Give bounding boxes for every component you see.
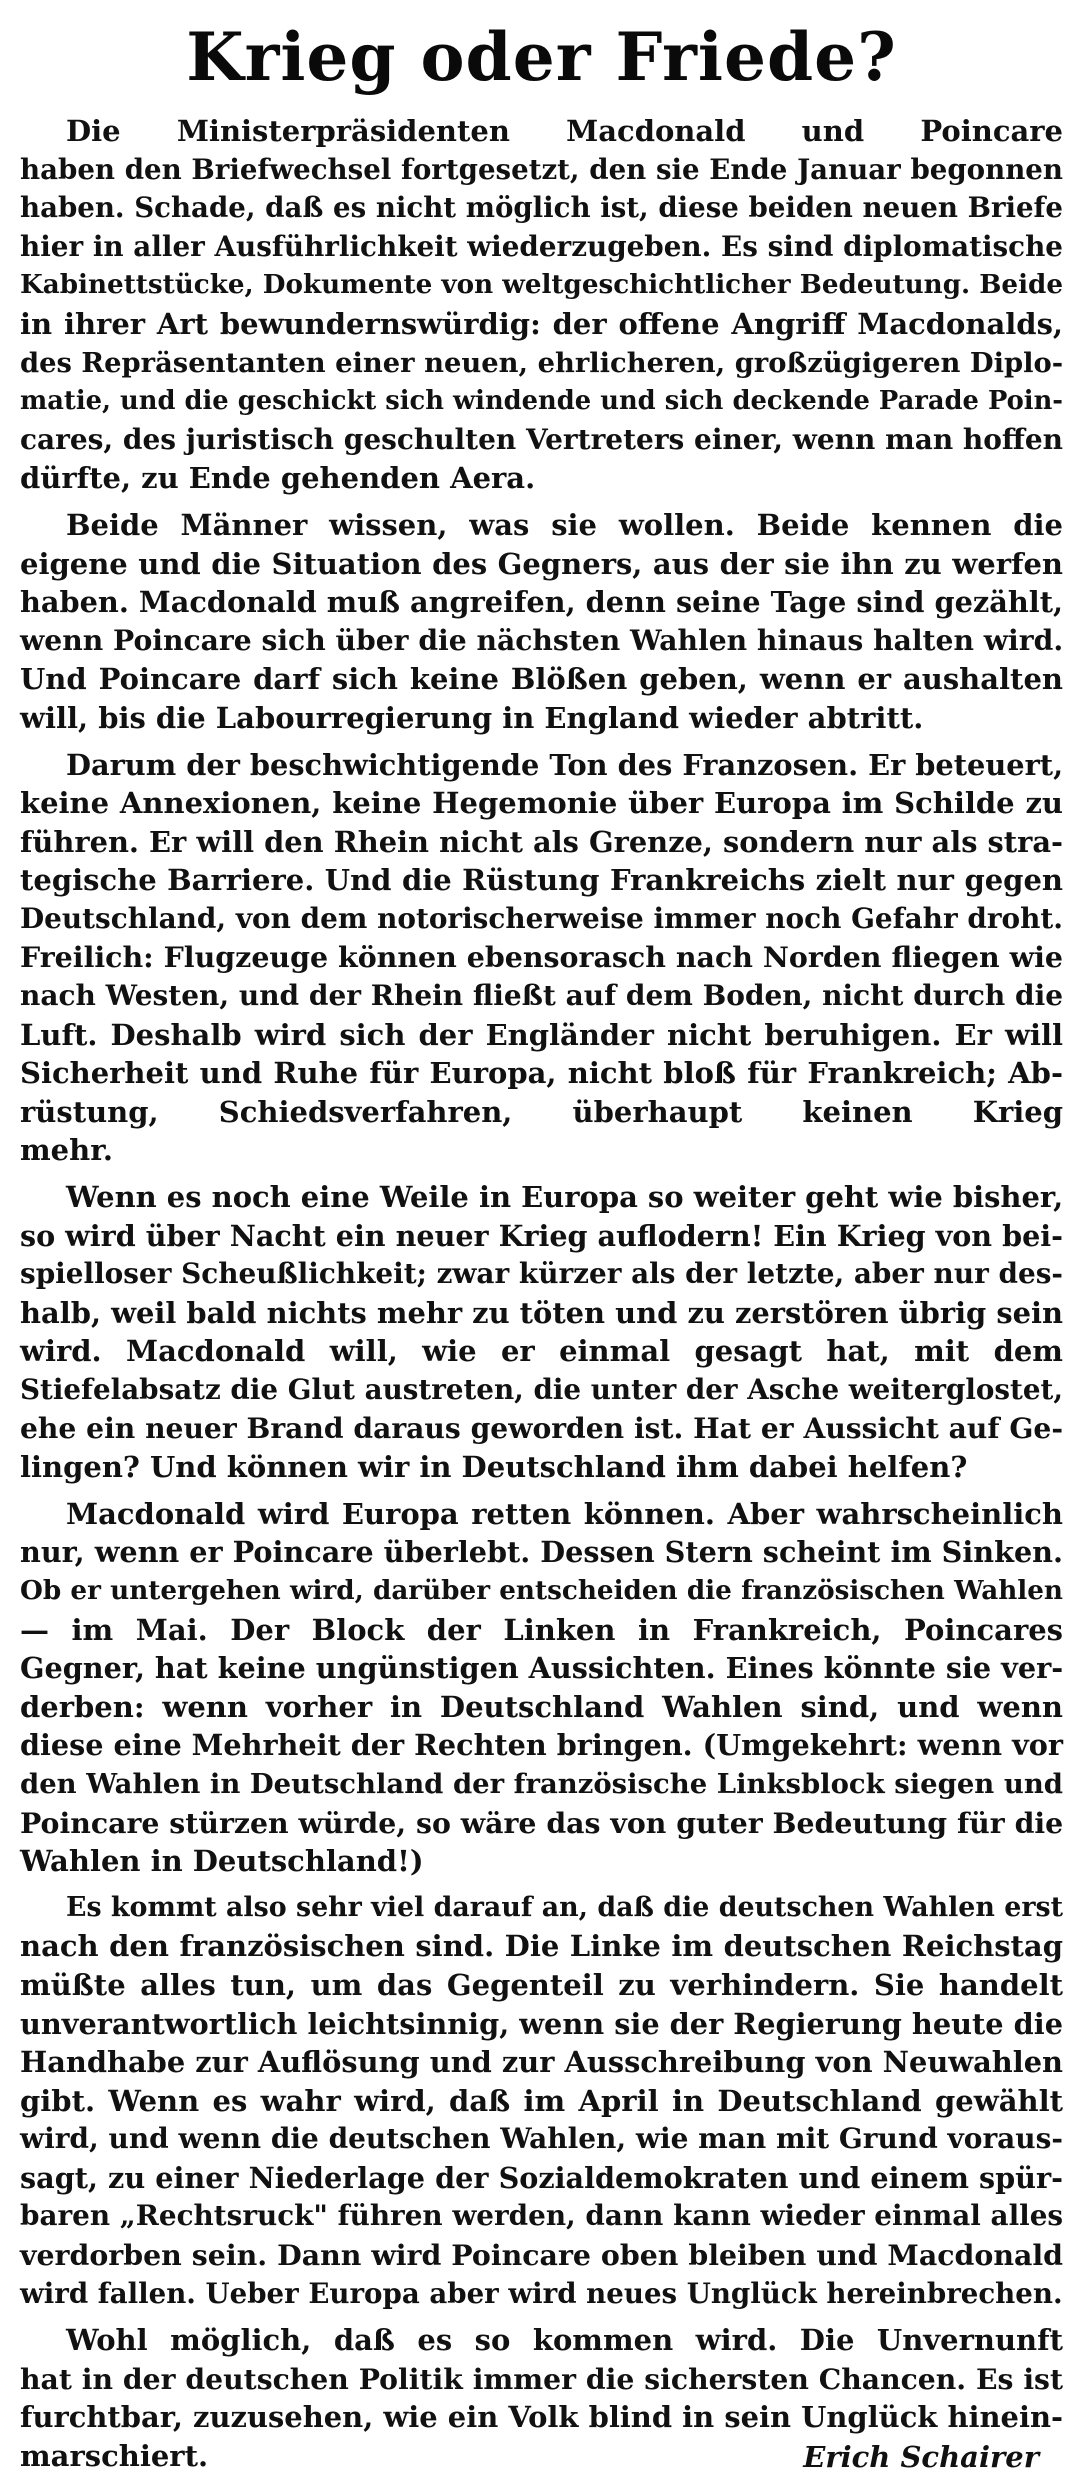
text-line: Wahlen in Deutschland!) xyxy=(20,1844,424,1879)
text-line: sagt, zu einer Niederlage der Sozialdemokraten und einem spür- xyxy=(20,2160,1063,2195)
article-paragraph xyxy=(20,506,1063,738)
text-line: Luft. Deshalb wird sich der Engländer nicht beruhigen. Er will xyxy=(20,1017,1063,1052)
text-line: wird. Macdonald will, wie er einmal gesagt hat, mit dem xyxy=(20,1334,1063,1369)
text-line: wird, und wenn die deutschen Wahlen, wie man mit Grund voraus- xyxy=(20,2122,1063,2156)
text-line: den Wahlen in Deutschland der französische Linksblock siegen und xyxy=(20,1767,1063,1800)
text-line: — im Mai. Der Block der Linken in Frankreich, Poincares xyxy=(20,1612,1063,1647)
article-paragraph xyxy=(20,112,1063,498)
text-line: müßte alles tun, um das Gegenteil zu verhindern. Sie handelt xyxy=(20,1967,1063,2002)
text-line: hier in aller Ausführlichkeit wiederzugeben. Es sind diplomatische xyxy=(20,229,1063,263)
text-line: Kabinettstücke, Dokumente von weltgeschichtlicher Bedeutung. Beide xyxy=(20,269,1063,301)
article-title: Krieg oder Friede? xyxy=(186,18,897,96)
text-line: spielloser Scheußlichkeit; zwar kürzer als der letzte, aber nur des- xyxy=(20,1257,1063,1291)
text-line: unverantwortlich leichtsinnig, wenn sie der Regierung heute die xyxy=(20,2006,1063,2041)
text-line: lingen? Und können wir in Deutschland ihm dabei helfen? xyxy=(20,1450,968,1485)
text-line: eigene und die Situation des Gegners, aus der sie ihn zu werfen xyxy=(20,546,1063,581)
text-line: des Repräsentanten einer neuen, ehrlicheren, großzügigeren Diplo- xyxy=(20,346,1064,379)
article-paragraph xyxy=(20,1889,1063,2314)
author-signature: Erich Schairer xyxy=(803,2439,1039,2474)
text-line: Ob er untergehen wird, darüber entscheiden die französischen Wahlen xyxy=(20,1574,1063,1606)
text-line: will, bis die Labourregierung in England wieder abtritt. xyxy=(20,700,924,735)
text-line: Freilich: Flugzeuge können ebensorasch nach Norden fliegen wie xyxy=(20,940,1063,975)
text-line: in ihrer Art bewundernswürdig: der offene Angriff Macdonalds, xyxy=(20,306,1063,341)
article-paragraph xyxy=(20,2321,1063,2475)
text-line: halb, weil bald nichts mehr zu töten und zu zerstören übrig sein xyxy=(20,1295,1063,1330)
text-line: Es kommt also sehr viel darauf an, daß die deutschen Wahlen erst xyxy=(66,1891,1063,1923)
text-line: Deutschland, von dem notorischerweise immer noch Gefahr droht. xyxy=(20,901,1063,935)
text-line: Handhabe zur Auflösung und zur Ausschreibung von Neuwahlen xyxy=(20,2045,1063,2080)
text-line: haben. Schade, daß es nicht möglich ist, diese beiden neuen Briefe xyxy=(20,191,1063,225)
text-line: Macdonald wird Europa retten können. Aber wahrscheinlich xyxy=(66,1496,1063,1531)
article-paragraph xyxy=(20,1178,1063,1487)
text-line: nach Westen, und der Rhein fließt auf dem Boden, nicht durch die xyxy=(20,979,1063,1013)
text-line: Beide Männer wissen, was sie wollen. Beide kennen die xyxy=(66,507,1063,542)
text-line: verdorben sein. Dann wird Poincare oben bleiben und Macdonald xyxy=(20,2238,1063,2273)
text-line: cares, des juristisch geschulten Vertreters einer, wenn man hoffen xyxy=(20,422,1063,456)
text-line: wenn Poincare sich über die nächsten Wahlen hinaus halten wird. xyxy=(20,623,1064,657)
text-line: haben. Macdonald muß angreifen, denn seine Tage sind gezählt, xyxy=(20,585,1063,620)
text-line: baren „Rechtsruck" führen werden, dann kann wieder einmal alles xyxy=(20,2199,1064,2233)
text-line: haben den Briefwechsel fortgesetzt, den sie Ende Januar begonnen xyxy=(20,152,1063,186)
text-line: rüstung, Schiedsverfahren, überhaupt keinen Krieg xyxy=(20,1094,1063,1129)
article-body xyxy=(20,112,1063,2476)
text-line: gibt. Wenn es wahr wird, daß im April in Deutschland gewählt xyxy=(20,2083,1063,2118)
text-line: diese eine Mehrheit der Rechten bringen. (Umgekehrt: wenn vor xyxy=(20,1728,1063,1763)
text-line: ehe ein neuer Brand daraus geworden ist. Hat er Aussicht auf Ge- xyxy=(20,1411,1063,1445)
text-line: Stiefelabsatz die Glut austreten, die unter der Asche weiterglostet, xyxy=(20,1373,1063,1406)
text-line: tegische Barriere. Und die Rüstung Frankreichs zielt nur gegen xyxy=(20,863,1063,898)
text-line: mehr. xyxy=(20,1133,113,1168)
text-line: so wird über Nacht ein neuer Krieg auflodern! Ein Krieg von bei- xyxy=(20,1218,1063,1253)
text-line: nach den französischen sind. Die Linke im deutschen Reichstag xyxy=(20,1929,1063,1964)
text-line: keine Annexionen, keine Hegemonie über Europa im Schilde zu xyxy=(20,786,1063,821)
article-paragraph xyxy=(20,746,1063,1171)
text-line: matie, und die geschickt sich windende und sich deckende Parade Poin- xyxy=(20,386,1063,417)
text-line: Darum der beschwichtigende Ton des Franzosen. Er beteuert, xyxy=(66,747,1064,782)
text-line: furchtbar, zuzusehen, wie ein Volk blind in sein Unglück hinein- xyxy=(20,2400,1063,2435)
text-line: führen. Er will den Rhein nicht als Grenze, sondern nur als stra- xyxy=(20,824,1063,859)
text-line: derben: wenn vorher in Deutschland Wahlen sind, und wenn xyxy=(20,1689,1063,1724)
text-line: Sicherheit und Ruhe für Europa, nicht bloß für Frankreich; Ab- xyxy=(20,1056,1063,1091)
text-line: wird fallen. Ueber Europa aber wird neues Unglück hereinbrechen. xyxy=(20,2276,1063,2310)
text-line: Wenn es noch eine Weile in Europa so weiter geht wie bisher, xyxy=(66,1180,1064,1215)
article-paragraph xyxy=(20,1495,1063,1881)
text-line: marschiert. xyxy=(20,2439,209,2474)
text-line: Wohl möglich, daß es so kommen wird. Die Unvernunft xyxy=(66,2323,1063,2358)
text-line: hat in der deutschen Politik immer die sichersten Chancen. Es ist xyxy=(20,2361,1063,2396)
text-line: Und Poincare darf sich keine Blößen geben, wenn er aushalten xyxy=(20,662,1063,697)
text-line: Gegner, hat keine ungünstigen Aussichten. Eines könnte sie ver- xyxy=(20,1651,1064,1686)
text-line: dürfte, zu Ende gehenden Aera. xyxy=(20,461,536,496)
text-line: nur, wenn er Poincare überlebt. Dessen Stern scheint im Sinken. xyxy=(20,1535,1063,1570)
newspaper-clipping xyxy=(20,6,1064,2474)
text-line: Die Ministerpräsidenten Macdonald und Poincare xyxy=(66,114,1063,148)
text-line: Poincare stürzen würde, so wäre das von guter Bedeutung für die xyxy=(20,1805,1064,1840)
